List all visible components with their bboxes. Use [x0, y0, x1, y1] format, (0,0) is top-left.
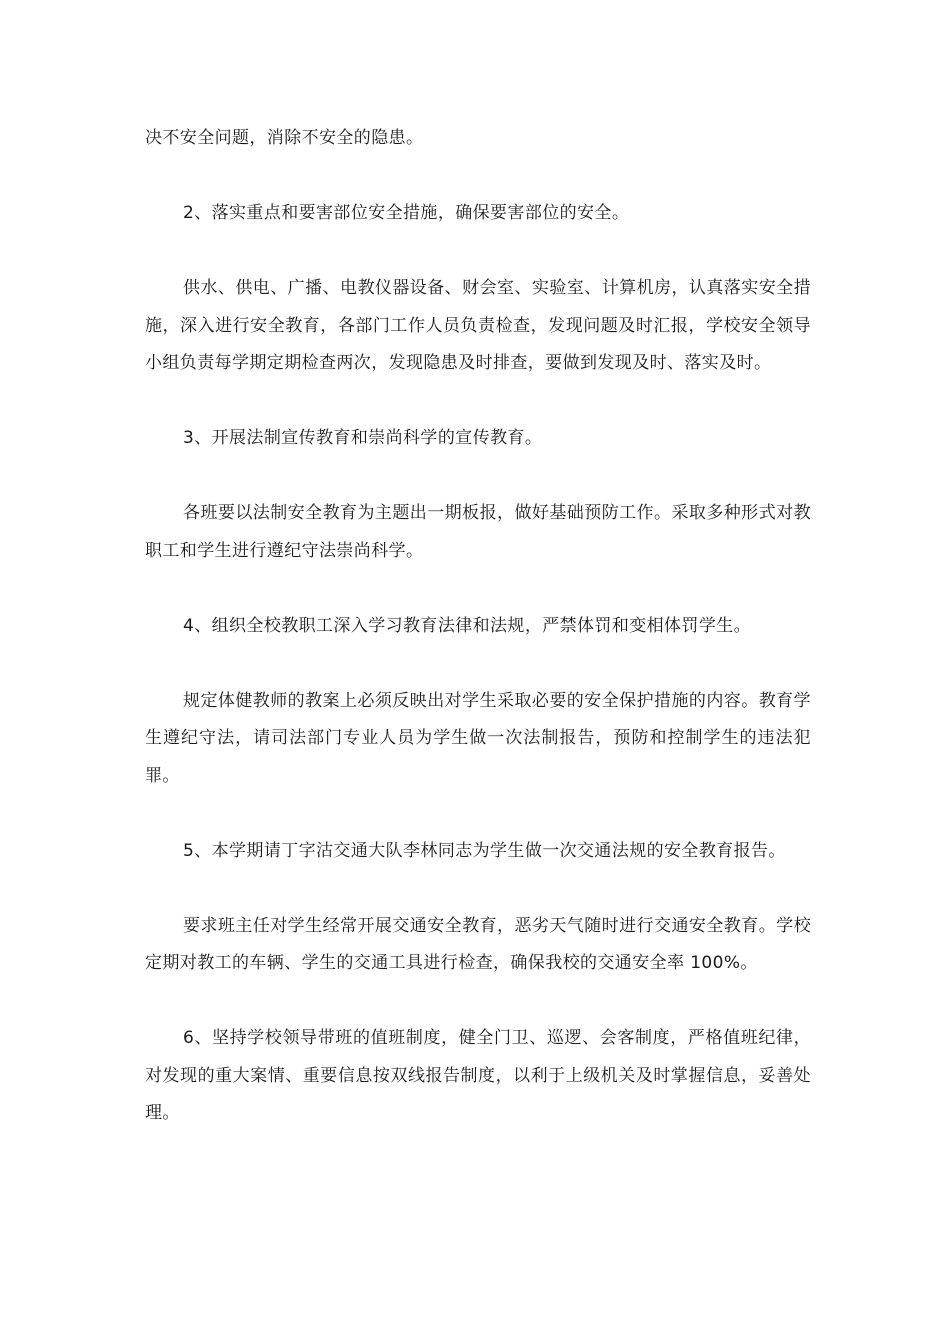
paragraph-7: 规定体健教师的教案上必须反映出对学生采取必要的安全保护措施的内容。教育学生遵纪守法，请司法部门专业人员为学生做一次法制报告，预防和控制学生的违法犯罪。 [145, 690, 811, 786]
paragraph-10: 6、坚持学校领导带班的值班制度，健全门卫、巡逻、会客制度，严格值班纪律，对发现的重大案情、重要信息按双线报告制度，以利于上级机关及时掌握信息，妥善处理。 [145, 1028, 811, 1123]
document-body [145, 120, 811, 1133]
paragraph-1: 决不安全问题，消除不安全的隐患。 [145, 128, 424, 148]
paragraph-gap [145, 458, 811, 496]
paragraph-gap [145, 870, 811, 908]
paragraph-gap [145, 383, 811, 421]
paragraph-gap [145, 158, 811, 196]
paragraph-9: 要求班主任对学生经常开展交通安全教育，恶劣天气随时进行交通安全教育。学校定期对教工的车辆、学生的交通工具进行检查，确保我校的交通安全率 100%。 [145, 915, 811, 973]
paragraph-gap [145, 795, 811, 833]
paragraph-3: 供水、供电、广播、电教仪器设备、财会室、实验室、计算机房，认真落实安全措施，深入进行安全教育，各部门工作人员负责检查，发现问题及时汇报，学校安全领导小组负责每学期定期检查两次，发现隐患及时排查，要做到发现及时、落实及时。 [145, 278, 811, 373]
paragraph-gap [145, 983, 811, 1021]
paragraph-4: 3、开展法制宣传教育和崇尚科学的宣传教育。 [183, 428, 543, 448]
paragraph-2: 2、落实重点和要害部位安全措施，确保要害部位的安全。 [183, 203, 630, 223]
paragraph-5: 各班要以法制安全教育为主题出一期板报，做好基础预防工作。采取多种形式对教职工和学生进行遵纪守法崇尚科学。 [145, 503, 811, 561]
paragraph-gap [145, 233, 811, 271]
paragraph-gap [145, 645, 811, 683]
paragraph-gap [145, 570, 811, 608]
paragraph-8: 5、本学期请丁字沽交通大队李林同志为学生做一次交通法规的安全教育报告。 [183, 840, 786, 861]
paragraph-6: 4、组织全校教职工深入学习教育法律和法规，严禁体罚和变相体罚学生。 [183, 615, 752, 636]
